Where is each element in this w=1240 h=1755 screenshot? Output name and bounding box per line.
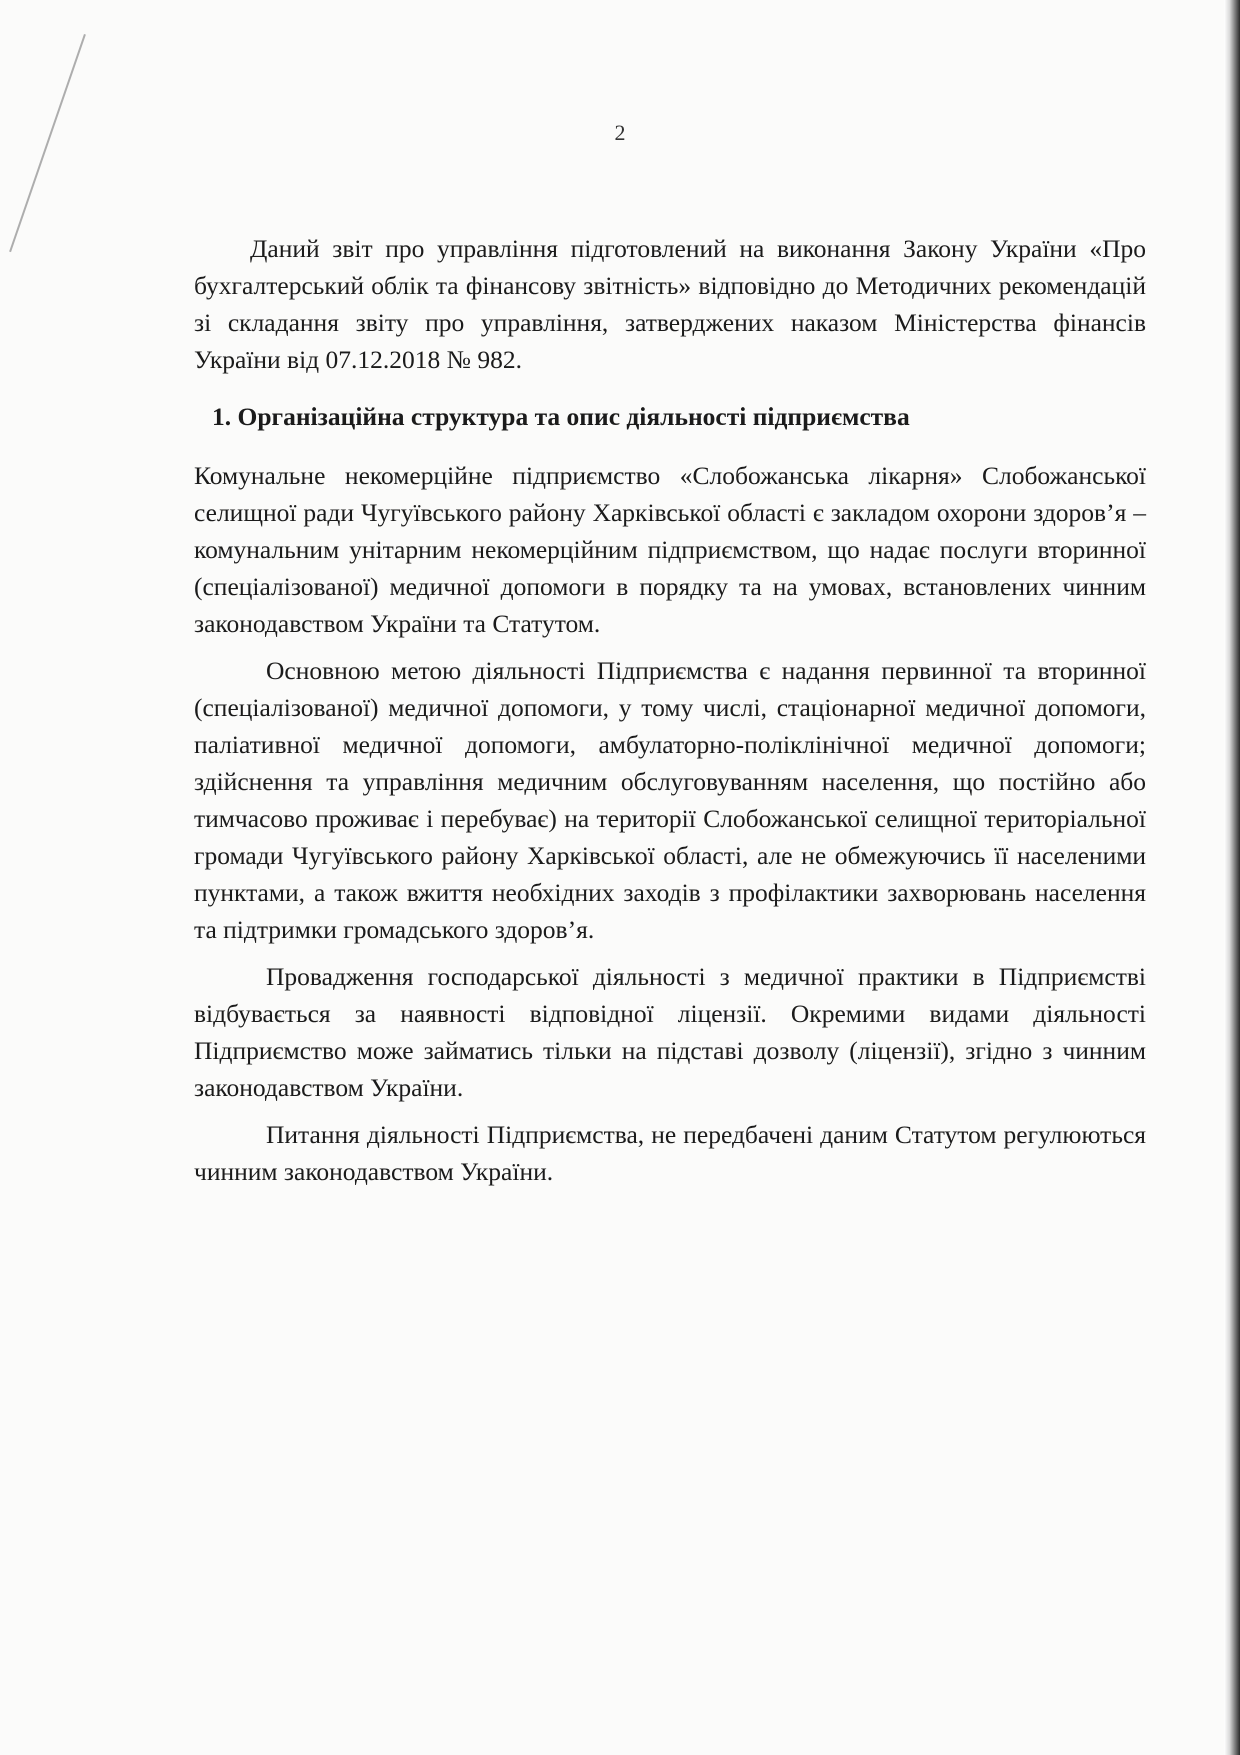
intro-paragraph: Даний звіт про управління підготовлений на виконання Закону України «Про бухгалтерський облік та фінансову звітність» відповідно до Методичних рекомендацій зі складання звіту про управління, затверджених наказом Міністерства фінансів України від 07.12.2018 № 982. — [194, 234, 1146, 374]
section-heading: 1. Організаційна структура та опис діяльності підприємства — [212, 402, 910, 431]
scan-edge-shadow — [1224, 0, 1240, 1755]
page-number: 2 — [614, 120, 626, 145]
paragraph-license: Провадження господарської діяльності з медичної практики в Підприємстві відбувається за наявності відповідної ліцензії. Окремими видами діяльності Підприємство може займатись тільки на підставі дозволу (ліцензії), згідно з чинним законодавством України. — [194, 962, 1146, 1102]
paragraph-enterprise: Комунальне некомерційне підприємство «Слобожанська лікарня» Слобожанської селищної ради Чугуївського району Харківської області є закладом охорони здоров’я – комунальним унітарним некомерційним підприємством, що надає послуги вторинної (спеціалізованої) медичної допомоги в порядку та на умовах, встановлених чинним законодавством України та Статутом. — [194, 461, 1146, 638]
document-body — [194, 230, 1146, 1190]
paragraph-main-goal: Основною метою діяльності Підприємства є надання первинної та вторинної (спеціалізованої) медичної допомоги, у тому числі, стаціонарної медичної допомоги, паліативної медичної допомоги, амбулаторно-поліклінічної медичної допомоги; здійснення та управління медичним обслуговуванням населення, що постійно або тимчасово проживає і перебуває) на території Слобожанської селищної територіальної громади Чугуївського району Харківської області, але не обмежуючись її населеними пунктами, а також вжиття необхідних заходів з профілактики захворювань населення та підтримки громадського здоров’я. — [194, 656, 1146, 944]
paragraph-regulation: Питання діяльності Підприємства, не передбачені даним Статутом регулюються чинним законодавством України. — [194, 1120, 1146, 1186]
